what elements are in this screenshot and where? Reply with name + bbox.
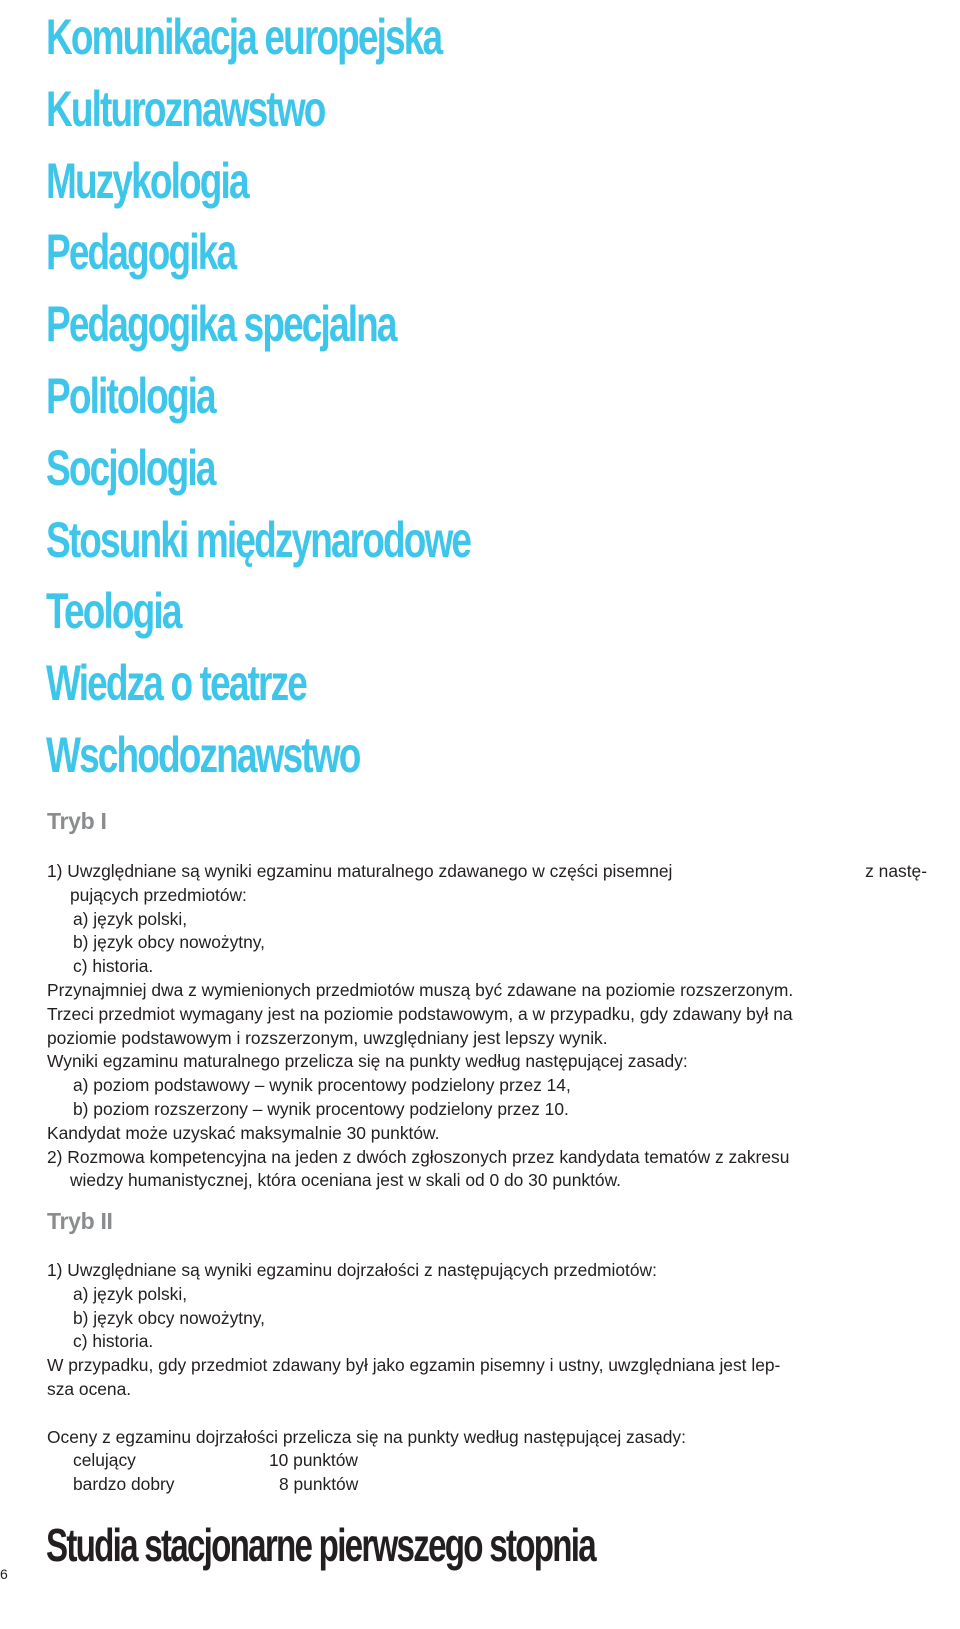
study-field-heading: Politologia bbox=[46, 367, 215, 424]
grade-points: 8 punktów bbox=[279, 1474, 359, 1495]
subject-item: b) język obcy nowożytny, bbox=[73, 1307, 266, 1328]
study-field-heading: Socjologia bbox=[46, 439, 215, 496]
mode-2-title: Tryb II bbox=[47, 1208, 113, 1234]
subject-item: a) język polski, bbox=[73, 1283, 188, 1304]
mode-1-item-1-continuation: pujących przedmiotów: bbox=[70, 884, 247, 905]
subject-item: a) język polski, bbox=[73, 908, 188, 929]
page-number: 6 bbox=[0, 1566, 8, 1582]
study-field-heading: Stosunki międzynarodowe bbox=[46, 511, 471, 568]
mode-2-body bbox=[47, 1259, 927, 1497]
mode-2-item-1: 1) Uwzględniane są wyniki egzaminu dojrzałości z następujących przedmiotów: bbox=[47, 1260, 657, 1280]
max-points-note: Kandydat może uzyskać maksymalnie 30 punktów. bbox=[47, 1122, 440, 1143]
footer-title: Studia stacjonarne pierwszego stopnia bbox=[46, 1519, 595, 1571]
subject-item: b) język obcy nowożytny, bbox=[73, 932, 266, 953]
level-item: a) poziom podstawowy – wynik procentowy podzielony przez 14, bbox=[73, 1075, 571, 1096]
paragraph-line: Trzeci przedmiot wymagany jest na poziomie podstawowym, a w przypadku, gdy zdawany był na bbox=[47, 1003, 793, 1024]
study-field-heading: Komunikacja europejska bbox=[46, 9, 442, 65]
paragraph-line: Wyniki egzaminu maturalnego przelicza się na punkty według następującej zasady: bbox=[47, 1051, 688, 1072]
grade-row bbox=[47, 1449, 927, 1473]
study-field-heading: Kulturoznawstwo bbox=[46, 80, 325, 137]
paragraph-line: sza ocena. bbox=[47, 1378, 132, 1399]
subject-item: c) historia. bbox=[73, 956, 154, 977]
study-field-heading: Teologia bbox=[46, 583, 181, 640]
grade-name: bardzo dobry bbox=[73, 1474, 175, 1495]
subject-item: c) historia. bbox=[73, 1331, 154, 1352]
mode-1-body bbox=[47, 860, 927, 1193]
paragraph-spacer bbox=[47, 1402, 927, 1426]
study-field-heading: Pedagogika bbox=[46, 224, 236, 281]
grade-name: celujący bbox=[73, 1450, 136, 1471]
study-field-heading: Wschodoznawstwo bbox=[46, 726, 360, 783]
mode-1-item-2: 2) Rozmowa kompetencyjna na jeden z dwóch zgłoszonych przez kandydata tematów z zakresu bbox=[47, 1146, 790, 1167]
grade-row bbox=[47, 1473, 927, 1497]
mode-1-item-1-line bbox=[47, 860, 927, 884]
mode-1-item-1-text: 1) Uwzględniane są wyniki egzaminu maturalnego zdawanego w części pisemnej bbox=[47, 861, 673, 881]
paragraph-line: poziomie podstawowym i rozszerzonym, uwzględniany jest lepszy wynik. bbox=[47, 1027, 608, 1048]
mode-1-title: Tryb I bbox=[47, 808, 107, 834]
study-field-heading: Muzykologia bbox=[46, 152, 248, 209]
level-item: b) poziom rozszerzony – wynik procentowy podzielony przez 10. bbox=[73, 1098, 569, 1119]
study-fields-list bbox=[46, 2, 619, 792]
conversion-intro: Oceny z egzaminu dojrzałości przelicza się na punkty według następującej zasady: bbox=[47, 1426, 686, 1447]
paragraph-line: W przypadku, gdy przedmiot zdawany był jako egzamin pisemny i ustny, uwzględniana jest lep- bbox=[47, 1355, 781, 1376]
mode-1-item-1-text-end: z nastę- bbox=[865, 861, 927, 881]
grade-points: 10 punktów bbox=[269, 1450, 358, 1471]
study-field-heading: Wiedza o teatrze bbox=[46, 655, 306, 712]
mode-1-item-2-continuation: wiedzy humanistycznej, która oceniana jest w skali od 0 do 30 punktów. bbox=[70, 1170, 622, 1191]
study-field-heading: Pedagogika specjalna bbox=[46, 296, 396, 353]
paragraph-line: Przynajmniej dwa z wymienionych przedmiotów muszą być zdawane na poziomie rozszerzonym. bbox=[47, 979, 794, 1000]
